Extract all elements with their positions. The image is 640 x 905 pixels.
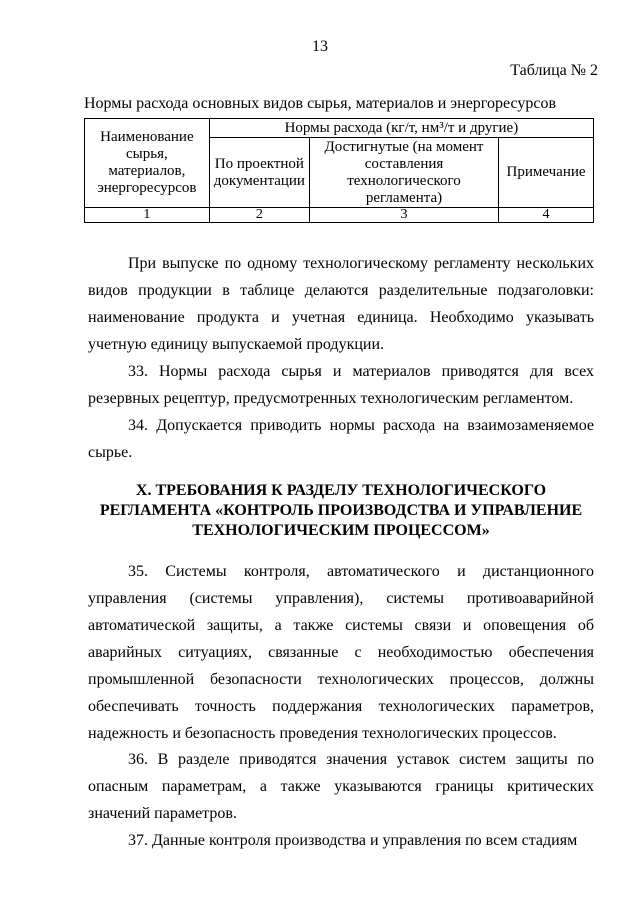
column-number: 3: [309, 208, 498, 223]
table-caption: Нормы расхода основных видов сырья, материалов и энергоресурсов: [83, 95, 557, 112]
norms-table: [84, 118, 594, 223]
paragraph-35: 35. Системы контроля, автоматического и дистанционного управления (системы управления), системы противоаварийной автоматической защиты, а также системы связи и оповещения об аварийных ситуациях, связанные с необходимостью обеспечения промышленной безопасности технологических процессов, должны обеспечивать точность поддержания технологических параметров, надежность и безопасность проведения технологических процессов.: [88, 563, 594, 742]
column-number: 4: [499, 208, 594, 223]
column-number: 1: [85, 208, 210, 223]
paragraph-33: 33. Нормы расхода сырья и материалов приводятся для всех резервных рецептур, предусмотренных технологическим регламентом.: [88, 363, 594, 407]
paragraph-subheadings: При выпуске по одному технологическому регламенту нескольких видов продукции в таблице делаются разделительные подзаголовки: наименование продукта и учетная единица. Необходимо указывать учетную единицу выпускаемой продукции.: [88, 255, 594, 353]
column-number: 2: [209, 208, 309, 223]
section-heading: X. ТРЕБОВАНИЯ К РАЗДЕЛУ ТЕХНОЛОГИЧЕСКОГО РЕГЛАМЕНТА «КОНТРОЛЬ ПРОИЗВОДСТВА И УПРАВЛЕНИЕ ТЕХНОЛОГИЧЕСКИМ ПРОЦЕССОМ»: [99, 482, 583, 539]
header-material-name: Наименование сырья, материалов, энергоресурсов: [85, 119, 210, 208]
paragraph-34: 34. Допускается приводить нормы расхода на взаимозаменяемое сырье.: [88, 417, 594, 461]
page-number: 13: [312, 38, 328, 55]
paragraph-37: 37. Данные контроля производства и управления по всем стадиям: [128, 832, 578, 849]
header-achieved: Достигнутые (на момент составления технологического регламента): [309, 138, 498, 208]
table-label: Таблица № 2: [510, 62, 598, 79]
column-number-row: [85, 208, 594, 223]
paragraph-36: 36. В разделе приводятся значения уставок систем защиты по опасным параметрам, а также указываются границы критических значений параметров.: [88, 751, 594, 822]
header-consumption-norms: Нормы расхода (кг/т, нм³/т и другие): [209, 119, 593, 138]
header-note: Примечание: [499, 138, 594, 208]
header-design-docs: По проектной документации: [209, 138, 309, 208]
